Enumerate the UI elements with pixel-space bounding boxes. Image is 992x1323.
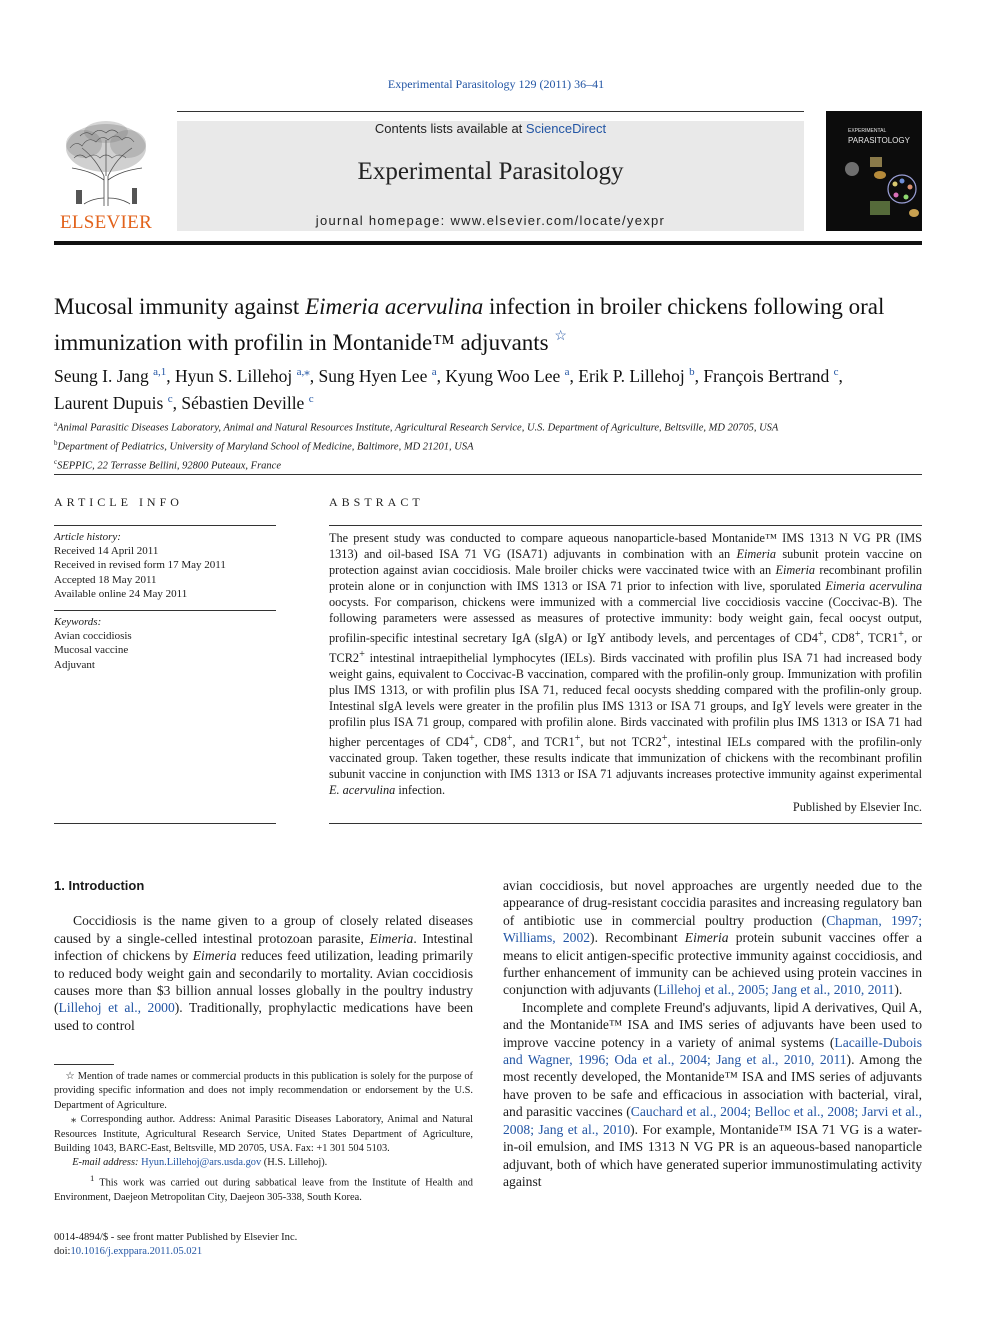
history-online: Available online 24 May 2011 [54,587,188,600]
author[interactable]: Erik P. Lillehoj $^b$ [578,365,695,386]
intro-paragraph: Incomplete and complete Freund's adjuvants, lipid A derivatives, Quil A, and the Montanide™ ISA and IMS series of adjuvants have been used to improve vaccine potency in a variety of animal systems (Lacaille-Dubois and Wagner, 1996; Oda et al., 2004; Jang et al., 2010, 2011). Among the most recently developed, the Montanide™ ISA and IMS series of adjuvants have proven to be safe and efficacious in association with bacterial, viral, and parasitic vaccines (Cauchard et al., 2004; Belloc et al., 2008; Jarvi et al., 2008; Jang et al., 2010). For example, Montanide™ ISA 71 VG is a water-in-oil emulsion, and IMS 1313 N VG PR is an aqueous-based nanoparticle adjuvant, both of which have generated superior immunostimulating activity against [503,999,922,1189]
title-footnote-mark[interactable]: ☆ [554,329,567,344]
article-title [54,292,934,358]
article-history: Article history: Received 14 April 2011 Received in revised form 17 May 2011 Accepted 18 May 2011 Available online 24 May 2011 [54,530,276,601]
cover-title-main: PARASITOLOGY [848,136,910,145]
affiliations [54,417,934,474]
cover-artwork-icon [840,151,920,225]
abstract-text: The present study was conducted to compare aqueous nanoparticle-based Montanide™ IMS 1313 N VG PR (IMS 1313) and oil-based ISA 71 VG (ISA71) adjuvants in combination with an Eimeria subunit protein vaccine on protection against avian coccidiosis. Male broiler chicks were vaccinated twice with an Eimeria recombinant profilin protein alone or in conjunction with IMS 1313 or ISA 71 prior to infection with live, sporulated Eimeria acervulina oocysts. For comparison, chickens were immunized with a commercial live coccidiosis vaccine (Coccivac-B). The following parameters were assessed as measures of protective immunity: body weight gain, fecal oocyst output, profilin-specific intestinal secretary IgA (sIgA) or IgY antibody levels, and percentages of CD4+, CD8+, TCR1+, or TCR2+ intestinal intraepithelial lymphocytes (IELs). Birds vaccinated with profilin plus ISA 71 had increased body weight gains, equivalent to Coccivac-B vaccination, compared with the profilin-only group. Immunization with profilin plus IMS 1313, or with profilin plus ISA 71, reduced fecal oocysts shedding compared with the profilin-only group. Intestinal sIgA levels were greater in the profilin plus IMS 1313 or ISA 71 groups, and IgY levels were greater in the profilin plus ISA 71 group, compared with profilin alone. Birds vaccinated with profilin plus IMS 1313 or ISA 71 had higher percentages of CD4+, CD8+, and TCR1+, but not TCR2+, intestinal IELs compared with the profilin-only vaccinated group. Taken together, these results indicate that immunization of chickens with the recombinant profilin subunit vaccine in conjunction with IMS 1313 or ISA 71 adjuvants increases protective immunity against experimental E. acervulina infection. [329,531,923,797]
intro-paragraph: Coccidiosis is the name given to a group of closely related diseases caused by a single-celled intestinal protozoan parasite, Eimeria. Intestinal infection of chickens by Eimeria reduces feed utilization, leading primarily to reduced body weight gain and secondarily to mortality. Avian coccidiosis causes more than $3 billion annual losses globally in the poultry industry (Lillehoj et al., 2000). Traditionally, prophylactic medications have been used to control [54,913,473,1033]
intro-heading: 1. Introduction [54,878,145,893]
title-part1: Mucosal immunity against [54,294,306,319]
header-top-rule [177,111,804,112]
journal-citation[interactable]: Experimental Parasitology 129 (2011) 36–41 [387,77,605,91]
citation-link[interactable]: Cauchard et al., 2004; Belloc et al., 2008; Jarvi et al., 2008; Jang et al., 2010 [503,1104,922,1137]
affiliation-rule [54,474,922,475]
footnote-star: ☆ Mention of trade names or commercial products in this publication is solely for the purpose of providing specific information and does not imply recommendation or endorsement by the U.S. Department of Agriculture. [54,1071,473,1111]
abstract-heading: ABSTRACT [329,495,424,509]
doi-link[interactable]: 10.1016/j.exppara.2011.05.021 [70,1246,203,1257]
footnote-rule [54,1064,114,1065]
citation-link[interactable]: Chapman, 1997; Williams, 2002 [503,912,922,946]
affiliation-a: $^a$Animal Parasitic Diseases Laboratory, Animal and Natural Resources Institute, Agricultural Research Service, U.S. Department of Agriculture, Beltsville, MD 20705, USA [54,420,779,434]
abstract-rule [329,525,922,526]
email-link[interactable]: Hyun.Lillehoj@ars.usda.gov [141,1157,262,1169]
contents-prefix: Contents lists available at [374,121,526,136]
intro-column-left [54,877,473,1034]
doi-line: doi:10.1016/j.exppara.2011.05.021 [54,1246,203,1257]
citation-link[interactable]: Lillehoj et al., 2000 [58,1000,175,1016]
article-info-bottom-rule [54,823,276,824]
title-organism: Eimeria acervulina [305,294,484,319]
intro-column-right [503,877,922,1190]
author[interactable]: Sébastien Deville $^c$ [181,392,314,413]
author[interactable]: Sung Hyen Lee $^a$ [318,365,437,386]
footnote-corresponding: ⁎ Corresponding author. Address: Animal Parasitic Diseases Laboratory, Animal and Natural Resources Institute, Agricultural Research Service, United States Department of Agriculture, Building 1043, BARC-East, Beltsville, MD 20705, USA. Fax: +1 301 504 5103. [54,1114,474,1155]
abstract-bottom-rule [329,823,922,824]
header-thick-rule [54,241,922,245]
author[interactable]: Kyung Woo Lee $^a$ [445,365,570,386]
contents-line [177,121,804,136]
elsevier-logo[interactable] [54,118,158,234]
journal-homepage[interactable]: journal homepage: www.elsevier.com/locate/yexpr [315,213,666,228]
article-info [54,495,276,672]
elsevier-wordmark: ELSEVIER [59,212,153,233]
citation-link[interactable]: Lacaille-Dubois and Wagner, 1996; Oda et al., 2004; Jang et al., 2010, 2011 [503,1034,922,1068]
issn-line: 0014-4894/$ - see front matter Published by Elsevier Inc. [54,1232,298,1243]
article-info-rule [54,525,276,526]
history-revised: Received in revised form 17 May 2011 [54,559,226,572]
keyword: Adjuvant [54,658,95,671]
keywords-rule [54,610,276,611]
elsevier-tree-icon [54,118,158,210]
sciencedirect-link[interactable]: ScienceDirect [525,121,607,136]
author[interactable]: Hyun S. Lillehoj $^{a,⁎}$ [175,365,310,386]
author[interactable]: François Bertrand $^c$ [703,365,839,386]
footnote-email: E-mail address: Hyun.Lillehoj@ars.usda.gov (H.S. Lillehoj). [72,1157,328,1169]
history-received: Received 14 April 2011 [54,545,159,558]
title-part2: infection in broiler chickens following oral immunization with profilin in Montanide™ adjuvants [54,294,885,355]
history-accepted: Accepted 18 May 2011 [54,573,157,586]
published-by: Published by Elsevier Inc. [792,799,922,814]
keywords: Keywords: Avian coccidiosis Mucosal vaccine Adjuvant [54,615,276,672]
keyword: Avian coccidiosis [54,630,132,643]
intro-paragraph: avian coccidiosis, but novel approaches are urgently needed due to the appearance of drug-resistant coccidia parasites and increasing regulatory ban of antibiotic use in commercial poultry production (Chapman, 1997; Williams, 2002). Recombinant Eimeria protein subunit vaccines offer a means to elicit antigen-specific protective immunity against coccidiosis, and further enhancement of immunity can be achieved using protein vaccines in conjunction with adjuvants (Lillehoj et al., 2005; Jang et al., 2010, 2011). [503,878,922,998]
abstract [329,495,922,815]
footnotes [54,1070,473,1205]
bottom-info [54,1231,473,1259]
cover-title [848,127,910,145]
journal-title: Experimental Parasitology [357,158,624,185]
author[interactable]: Seung I. Jang $^{a,1}$ [54,365,167,386]
footnote-1: $^1$ This work was carried out during sabbatical leave from the Institute of Health and Environment, Daejeon Metropolitan City, Daejeon 305-338, South Korea. [54,1172,473,1203]
cover-title-small: EXPERIMENTAL [848,128,887,134]
journal-cover-image[interactable] [826,111,922,231]
affiliation-c: $^c$SEPPIC, 22 Terrasse Bellini, 92800 Puteaux, France [54,458,281,472]
keyword: Mucosal vaccine [54,644,129,657]
affiliation-b: $^b$Department of Pediatrics, University of Maryland School of Medicine, Baltimore, MD 21201, USA [54,439,474,453]
article-info-heading: ARTICLE INFO [54,495,183,509]
author[interactable]: Laurent Dupuis $^c$ [54,392,173,413]
citation-link[interactable]: Lillehoj et al., 2005; Jang et al., 2010, 2011 [658,982,895,998]
journal-banner [177,121,804,231]
author-list: Seung I. Jang $^{a,1}$, Hyun S. Lillehoj $^{a,⁎}$, Sung Hyen Lee $^a$, Kyung Woo Lee $^a$, Erik P. Lillehoj $^b$, François Bertrand $^c$, Laurent Dupuis $^c$, Sébastien Deville $^c$ [54,365,843,413]
